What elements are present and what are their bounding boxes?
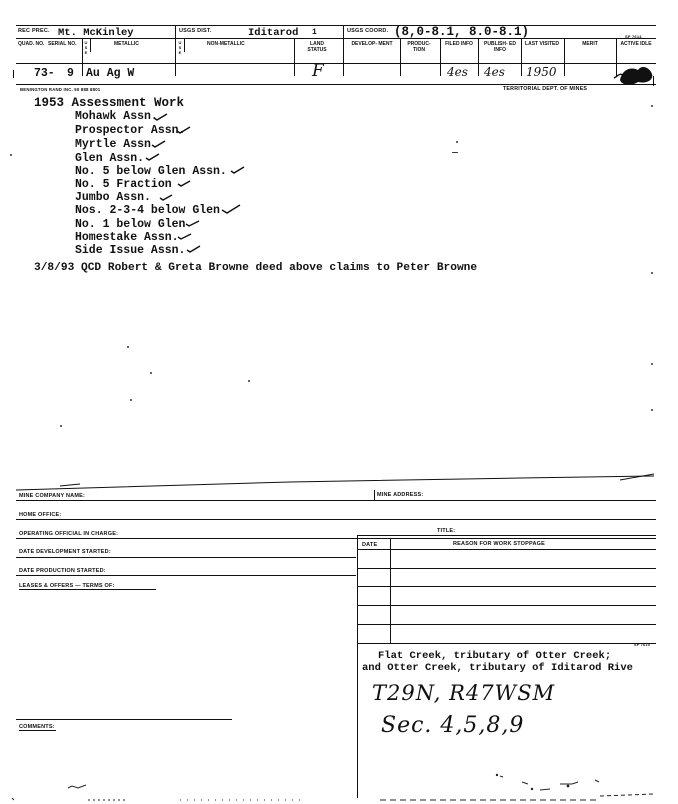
- check-mark-icon: [178, 234, 191, 239]
- form-number-2: SP 7615: [634, 643, 650, 647]
- use-label-2: U S E: [178, 40, 182, 55]
- usgs-dist-label: USGS DIST.: [179, 28, 212, 34]
- check-mark-icon: [186, 221, 199, 226]
- quad-label: QUAD. NO.: [18, 41, 45, 47]
- township-range-handwritten: T29N, R47WSM: [372, 681, 556, 705]
- land-status-value: F: [312, 61, 324, 81]
- claim-item: Myrtle Assn: [75, 138, 151, 151]
- filed-info-label: FILED INFO: [445, 41, 473, 47]
- usgs-coord-label: USGS COORD.: [347, 28, 389, 34]
- stoppage-header-rule: [358, 549, 656, 550]
- operating-official-rule: [16, 538, 656, 539]
- operating-official-label: OPERATING OFFICIAL IN CHARGE:: [19, 531, 119, 537]
- active-idle-label: ACTIVE IDLE: [620, 41, 652, 47]
- claim-item: Mohawk Assn.: [75, 110, 158, 123]
- date-prod-rule: [16, 575, 356, 576]
- deed-note: 3/8/93 QCD Robert & Greta Browne deed above claims to Peter Browne: [34, 262, 478, 274]
- speck: [651, 363, 653, 365]
- dept-line: TERRITORIAL DEPT. OF MINES: [503, 86, 588, 92]
- home-office-label: HOME OFFICE:: [19, 512, 62, 518]
- check-mark-icon: [178, 181, 190, 186]
- check-mark-icon: [152, 141, 165, 147]
- stoppage-row: [358, 568, 656, 569]
- claim-item: Prospector Assn.: [75, 124, 186, 137]
- nonmetallic-label: NON-METALLIC: [207, 41, 245, 47]
- title-rule: [358, 535, 656, 536]
- speck: [456, 141, 458, 143]
- date-prod-started-label: DATE PRODUCTION STARTED:: [19, 568, 106, 574]
- speck: [10, 154, 12, 156]
- stoppage-row: [358, 643, 656, 644]
- sections-handwritten: Sec. 4,5,8,9: [381, 713, 525, 738]
- production-label: PRODUC- TION: [407, 41, 431, 53]
- development-label: DEVELOP- MENT: [351, 41, 393, 47]
- stoppage-row: [358, 624, 656, 625]
- location-line-2: and Otter Creek, tributary of Iditarod Rive: [362, 662, 633, 674]
- claim-item: No. 5 below Glen Assn.: [75, 165, 227, 178]
- metallic-label: METALLIC: [114, 41, 139, 47]
- leases-underline: [19, 589, 156, 590]
- divider: [374, 490, 375, 500]
- mine-company-rule: [16, 500, 656, 501]
- check-mark-icon: [177, 127, 190, 133]
- check-mark-icon: [154, 114, 167, 120]
- claim-item: No. 1 below Glen: [75, 218, 186, 231]
- usgs-dist-value: Iditarod: [248, 27, 299, 39]
- home-office-rule: [16, 519, 656, 520]
- speck: [130, 399, 132, 401]
- mine-address-label: MINE ADDRESS:: [377, 492, 424, 498]
- claim-item: Jumbo Assn.: [75, 191, 151, 204]
- form-center-divider: [357, 535, 358, 798]
- stoppage-row: [358, 605, 656, 606]
- reason-stoppage-label: REASON FOR WORK STOPPAGE: [453, 541, 545, 547]
- comments-underline: [19, 730, 56, 731]
- use-label-1: U S E: [84, 40, 88, 55]
- date-dev-started-label: DATE DEVELOPMENT STARTED:: [19, 549, 111, 555]
- serial-label: SERIAL NO.: [48, 41, 77, 47]
- claim-item: Nos. 2-3-4 below Glen: [75, 204, 220, 217]
- claim-item: No. 5 Fraction: [75, 178, 172, 191]
- assessment-title: 1953 Assessment Work: [34, 96, 185, 110]
- speck: [127, 346, 129, 348]
- speck: [248, 380, 250, 382]
- date-label: DATE: [362, 542, 378, 548]
- serial-no-value: 9: [67, 67, 74, 80]
- check-mark-icon: [160, 195, 172, 200]
- check-mark-icon: [146, 154, 159, 160]
- speck: [651, 105, 653, 107]
- form-number: SP 7614: [625, 34, 642, 39]
- land-status-label: LAND STATUS: [307, 41, 327, 53]
- location-line-1: Flat Creek, tributary of Otter Creek;: [378, 650, 612, 662]
- speck: [150, 372, 152, 374]
- date-dev-rule: [16, 557, 356, 558]
- usgs-dist-suffix: 1: [312, 28, 317, 37]
- check-mark-icon: [231, 167, 244, 173]
- check-mark-icon: [222, 205, 240, 213]
- last-visited-label: LAST VISITED: [525, 41, 559, 47]
- rec-prec-label: REC PREC.: [18, 28, 50, 34]
- speck: [651, 409, 653, 411]
- comments-top-rule: [16, 719, 232, 720]
- leases-label: LEASES & OFFERS — TERMS OF:: [19, 583, 115, 589]
- speck: [651, 272, 653, 274]
- claim-item: Glen Assn.: [75, 152, 145, 165]
- torn-edge-lines: [0, 470, 678, 500]
- title-label: TITLE:: [437, 528, 456, 534]
- claim-item: Side Issue Assn.: [75, 244, 186, 257]
- filed-info-value: 4es: [447, 65, 468, 79]
- speck: [60, 425, 62, 427]
- bottom-scan-marks: [0, 770, 678, 804]
- check-mark-icon: [187, 246, 200, 252]
- comments-label: COMMENTS:: [19, 724, 55, 730]
- mine-company-name-label: MINE COMPANY NAME:: [19, 493, 86, 499]
- quad-no-value: 73-: [34, 67, 55, 80]
- published-info-label: PUBLISH- ED INFO: [484, 41, 516, 53]
- rec-prec-value: Mt. McKinley: [58, 27, 134, 39]
- merit-label: MERIT: [582, 41, 598, 47]
- stoppage-row: [358, 586, 656, 587]
- speck: [452, 152, 458, 153]
- date-column-divider: [390, 538, 391, 643]
- metallic-value: Au Ag W: [86, 67, 135, 80]
- last-visited-value: 1950: [526, 65, 557, 79]
- printer-line: BENINGTON RAND INC. 50 888 8801: [20, 87, 101, 92]
- claim-item: Homestake Assn.: [75, 231, 179, 244]
- usgs-coord-value: (8,0-8.1, 8.0-8.1): [394, 25, 530, 39]
- published-info-value: 4es: [484, 65, 505, 79]
